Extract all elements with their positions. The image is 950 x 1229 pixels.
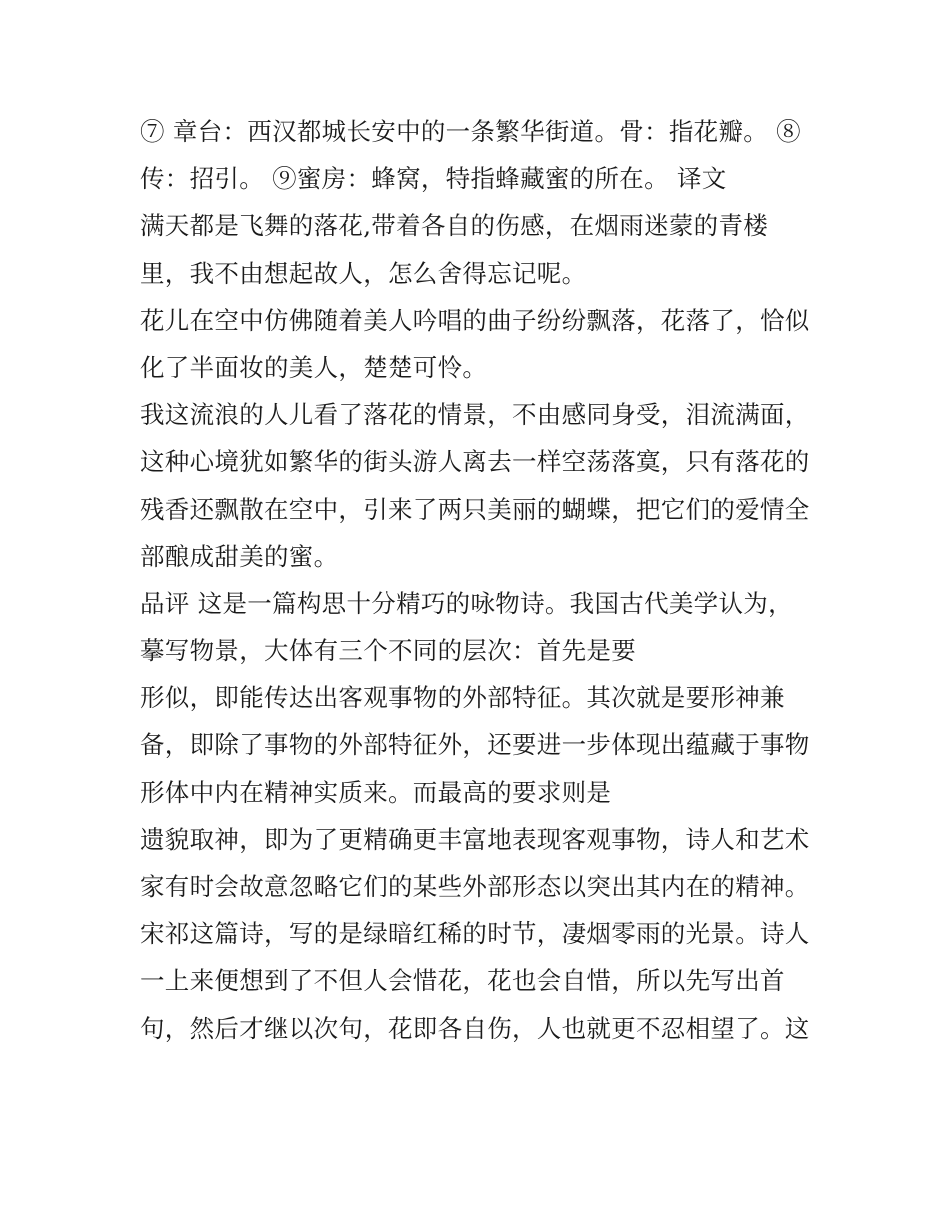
text-line: 一上来便想到了不但人会惜花，花也会自惜，所以先写出首: [140, 966, 785, 996]
text-line: 化了半面妆的美人，楚楚可怜。: [140, 352, 488, 382]
text-line: 摹写物景，大体有三个不同的层次：首先是要: [140, 636, 636, 666]
text-line: 形似，即能传达出客观事物的外部特征。其次就是要形神兼: [140, 683, 785, 713]
text-line: 我这流浪的人儿看了落花的情景，不由感同身受，泪流满面，: [140, 400, 810, 430]
text-line: 花儿在空中仿佛随着美人吟唱的曲子纷纷飘落，花落了，恰似: [140, 305, 810, 335]
text-line: 家有时会故意忽略它们的某些外部形态以突出其内在的精神。: [140, 872, 810, 901]
text-line: 里，我不由想起故人，怎么舍得忘记呢。: [140, 258, 587, 288]
text-line: 部酿成甜美的蜜。: [140, 541, 339, 571]
text-line: 句，然后才继以次句，花即各自伤，人也就更不忍相望了。这: [140, 1013, 810, 1043]
text-line: 宋祁这篇诗，写的是绿暗红稀的时节，凄烟零雨的光景。诗人: [140, 919, 810, 949]
document-text-body: [140, 108, 820, 1052]
text-line: ⑦ 章台：西汉都城长安中的一条繁华街道。骨：指花瓣。 ⑧: [140, 117, 801, 146]
text-line: 形体中内在精神实质来。而最高的要求则是: [140, 777, 612, 807]
text-line: 这种心境犹如繁华的街头游人离去一样空荡落寞，只有落花的: [140, 447, 810, 477]
text-line: 品评 这是一篇构思十分精巧的咏物诗。我国古代美学认为，: [140, 588, 793, 618]
text-line: 满天都是飞舞的落花,带着各自的伤感，在烟雨迷蒙的青楼: [140, 211, 769, 241]
text-line: 遗貌取神，即为了更精确更丰富地表现客观事物，诗人和艺术: [140, 824, 810, 854]
text-line: 传：招引。 ⑨蜜房：蜂窝，特指蜂藏蜜的所在。 译文: [140, 164, 727, 194]
text-line: 备，即除了事物的外部特征外，还要进一步体现出蕴藏于事物: [140, 730, 810, 760]
text-line: 残香还飘散在空中，引来了两只美丽的蝴蝶，把它们的爱情全: [140, 494, 810, 524]
